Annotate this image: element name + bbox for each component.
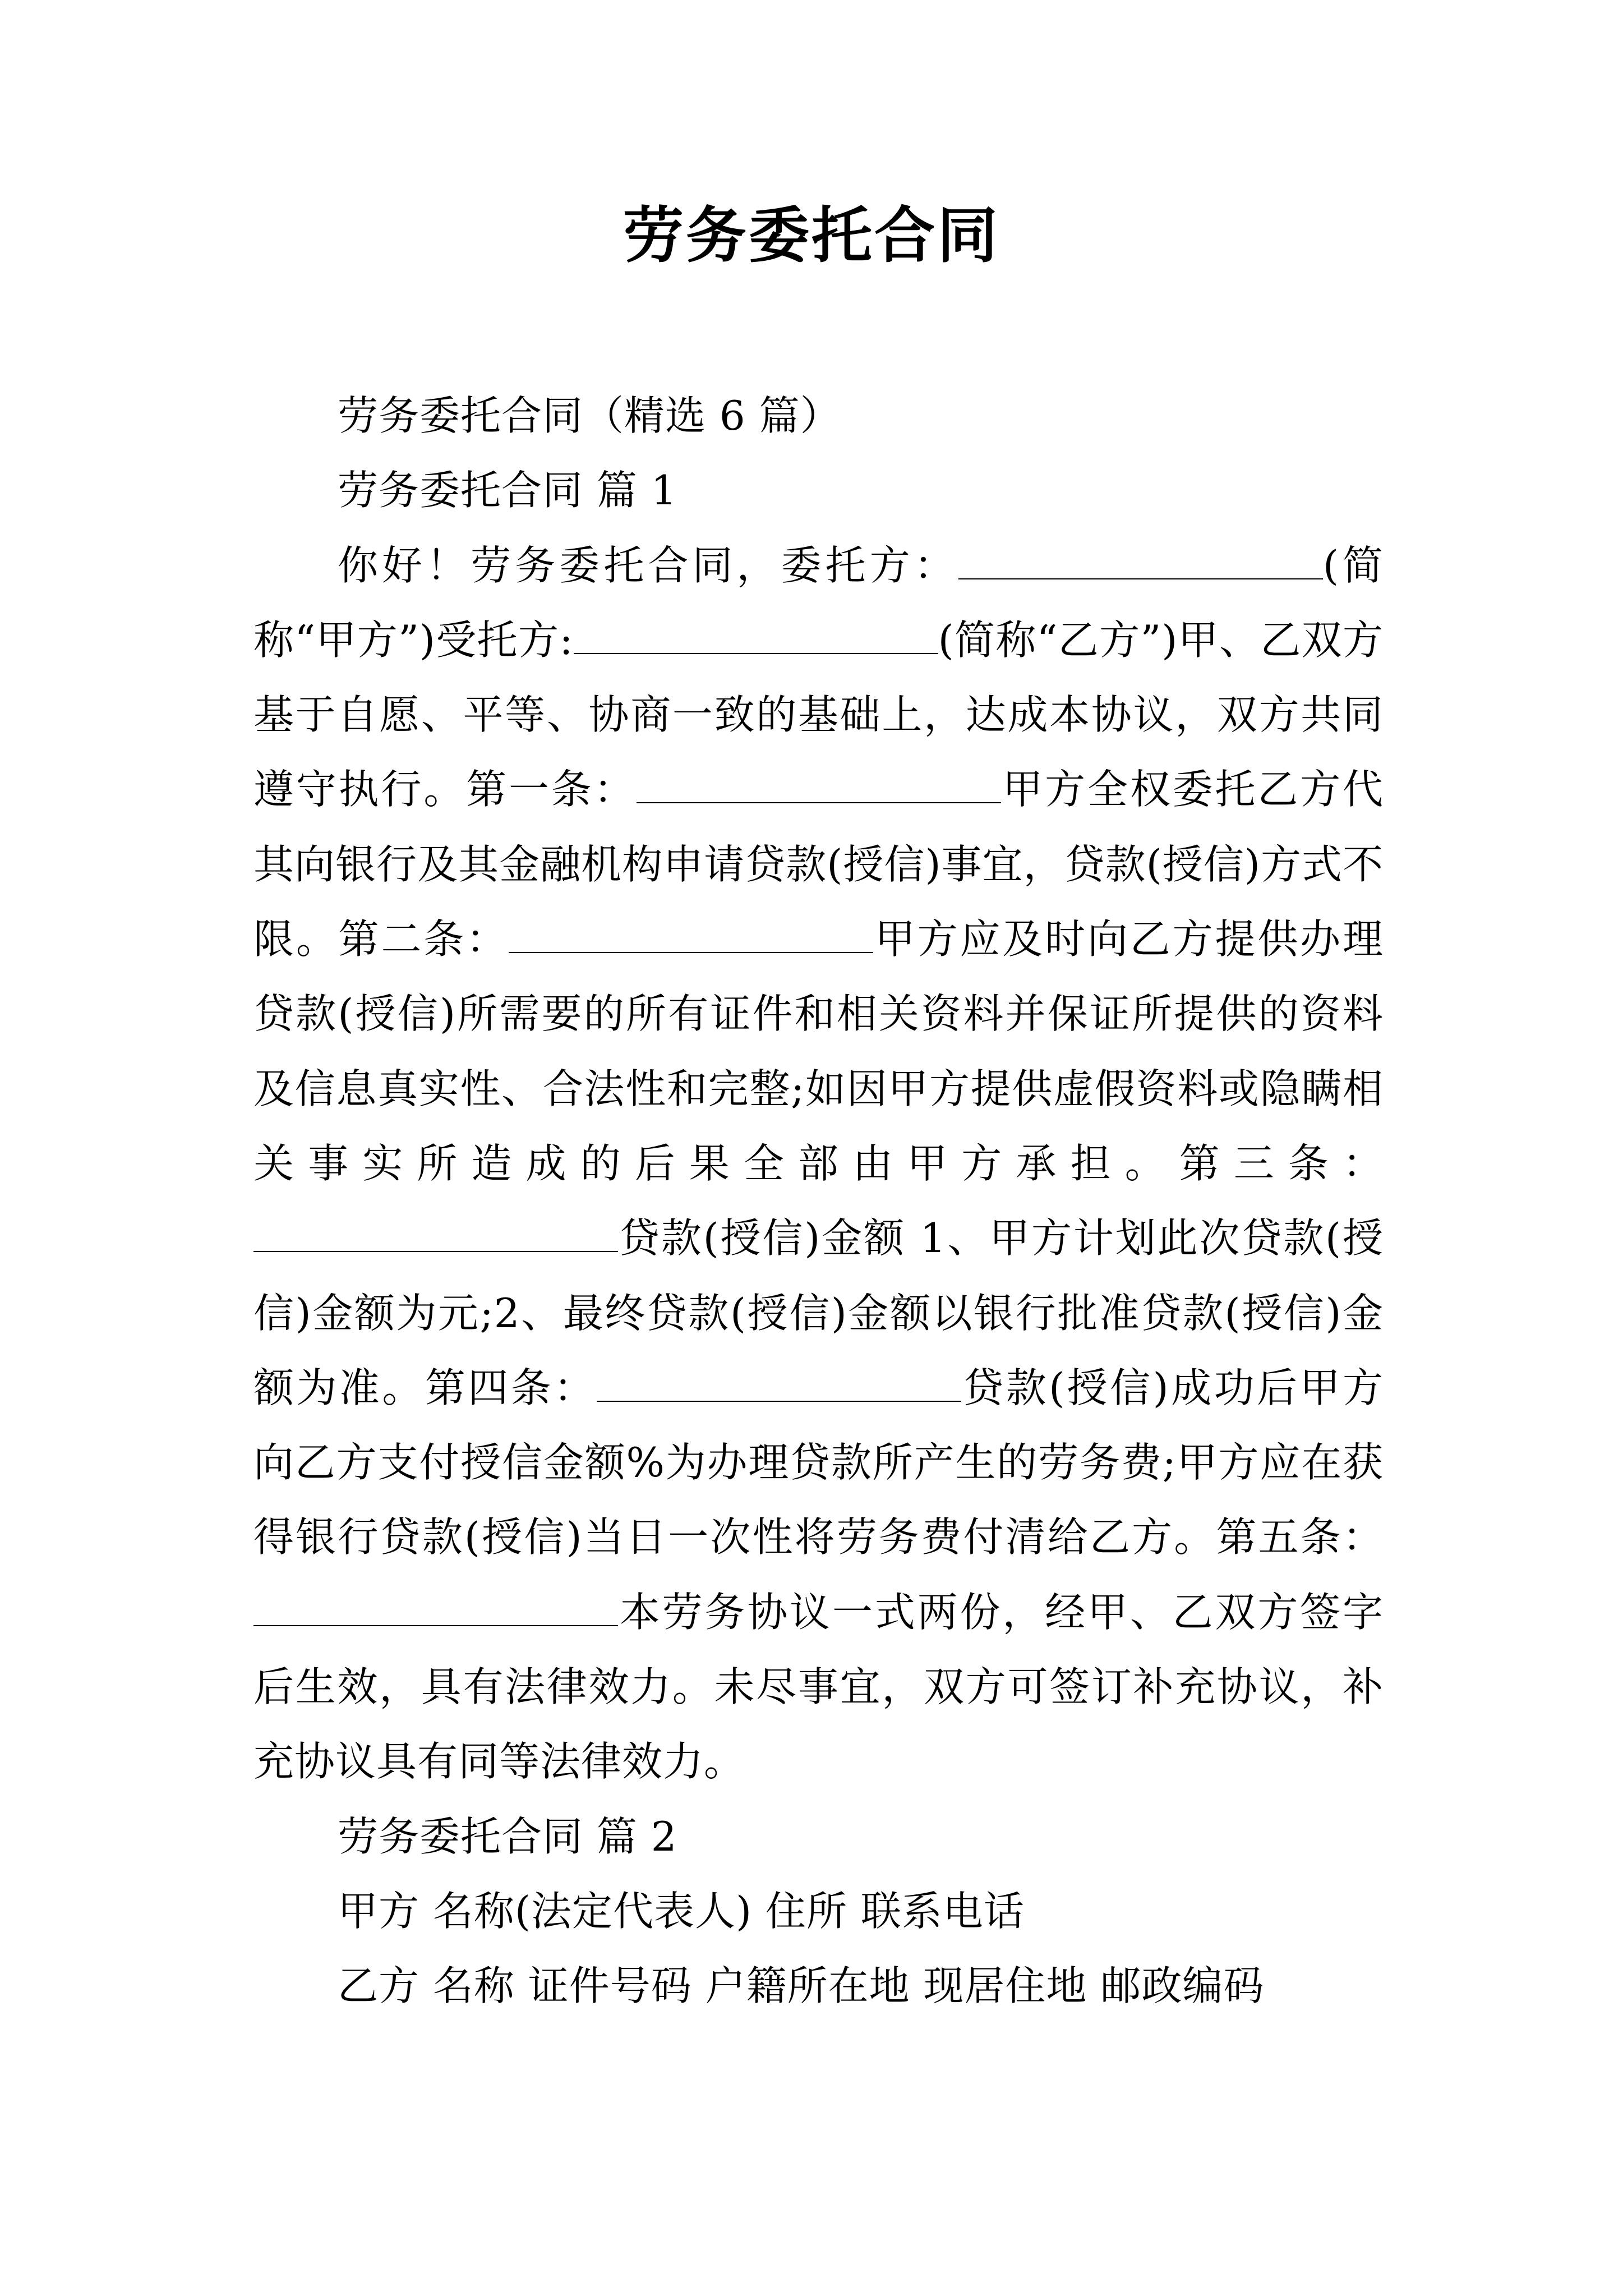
heading-line: 劳务委托合同（精选 6 篇） <box>338 392 841 439</box>
paragraph-text: (简称“乙方”)甲、乙双方基于自愿、平等、协商一致的基础上，达成本协议，双方共同遵守执行。第一条： <box>253 616 1384 813</box>
blank-line <box>637 766 1001 803</box>
blank-line <box>253 1589 618 1626</box>
document-title: 劳务委托合同 <box>623 200 1000 271</box>
paragraph-text: 你好！劳务委托合同，委托方： <box>338 541 958 589</box>
blank-line <box>574 617 938 654</box>
section-1-paragraph <box>253 528 1384 1800</box>
party-a-line: 甲方 名称(法定代表人) 住所 联系电话 <box>338 1887 1025 1935</box>
blank-line <box>509 916 873 953</box>
section-1-title: 劳务委托合同 篇 1 <box>338 467 677 514</box>
document-body <box>253 379 1384 2024</box>
paragraph-text: (简称“甲方”)受托方: <box>253 541 1384 664</box>
paragraph-text: 本劳务协议一式两份，经甲、乙双方签字后生效，具有法律效力。未尽事宜，双方可签订补充协议，补充协议具有同等法律效力。 <box>253 1588 1384 1786</box>
paragraph-text: 贷款(授信)成功后甲方向乙方支付授信金额%为办理贷款所产生的劳务费;甲方应在获得银行贷款(授信)当日一次性将劳务费付清给乙方。第五条： <box>253 1364 1384 1561</box>
paragraph-text: 贷款(授信)金额 1、甲方计划此次贷款(授信)金额为元;2、最终贷款(授信)金额以银行批准贷款(授信)金额为准。第四条： <box>253 1214 1384 1411</box>
blank-line <box>958 542 1323 579</box>
blank-line <box>253 1215 618 1252</box>
section-2-title: 劳务委托合同 篇 2 <box>338 1812 677 1860</box>
party-b-line: 乙方 名称 证件号码 户籍所在地 现居住地 邮政编码 <box>338 1962 1265 2010</box>
paragraph-text: 甲方应及时向乙方提供办理贷款(授信)所需要的所有证件和相关资料并保证所提供的资料及信息真实性、合法性和完整;如因甲方提供虚假资料或隐瞒相关事实所造成的后果全部由甲方承担。第三条： <box>253 915 1384 1187</box>
paragraph-text: 甲方全权委托乙方代其向银行及其金融机构申请贷款(授信)事宜，贷款(授信)方式不限。第二条： <box>253 766 1384 963</box>
blank-line <box>597 1365 961 1402</box>
